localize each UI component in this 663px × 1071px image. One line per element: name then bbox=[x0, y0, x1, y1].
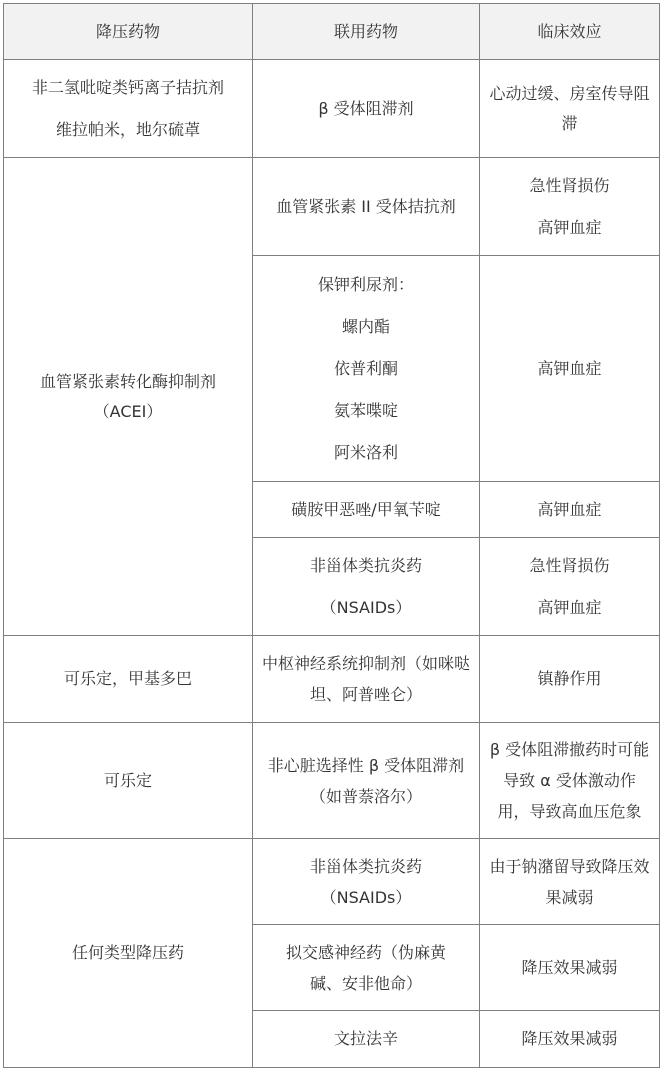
header-combined-drug: 联用药物 bbox=[253, 4, 480, 60]
combined-drug-cell: 非心脏选择性 β 受体阻滞剂（如普萘洛尔） bbox=[253, 723, 480, 839]
combined-drug-cell: β 受体阻滞剂 bbox=[253, 60, 480, 158]
cell-line: （NSAIDs） bbox=[320, 597, 412, 617]
cell-line: 依普利酮 bbox=[333, 358, 398, 378]
clinical-effect-cell: 降压效果减弱 bbox=[480, 925, 660, 1011]
header-antihypertensive: 降压药物 bbox=[4, 4, 253, 60]
combined-drug-cell: 拟交感神经药（伪麻黄碱、安非他命） bbox=[253, 925, 480, 1011]
clinical-effect-cell: 由于钠潴留导致降压效果减弱 bbox=[480, 839, 660, 925]
cell-line: 阿米洛利 bbox=[333, 442, 398, 462]
antihypertensive-cell: 可乐定，甲基多巴 bbox=[4, 636, 253, 723]
antihypertensive-cell: 任何类型降压药 bbox=[4, 839, 253, 1068]
combined-drug-cell bbox=[253, 482, 480, 538]
cell-line: 血管紧张素 II 受体拮抗剂 bbox=[276, 196, 456, 216]
table-row bbox=[4, 636, 660, 723]
interaction-table bbox=[3, 3, 660, 1068]
table-row bbox=[4, 158, 660, 256]
clinical-effect-cell bbox=[480, 538, 660, 636]
cell-line: 高钾血症 bbox=[537, 597, 602, 617]
cell-line: 磺胺甲恶唑/甲氧苄啶 bbox=[291, 499, 441, 519]
cell-line: 保钾利尿剂： bbox=[317, 274, 414, 294]
combined-drug-cell bbox=[253, 158, 480, 256]
cell-line: 高钾血症 bbox=[537, 358, 602, 378]
table-row bbox=[4, 839, 660, 925]
cell-line: 螺内酯 bbox=[341, 316, 390, 336]
table-row bbox=[4, 723, 660, 839]
clinical-effect-cell: β 受体阻滞撤药时可能导致 α 受体激动作用，导致高血压危象 bbox=[480, 723, 660, 839]
combined-drug-cell bbox=[253, 538, 480, 636]
cell-line: 氨苯喋啶 bbox=[333, 400, 398, 420]
cell-line: 非二氢吡啶类钙离子拮抗剂 bbox=[31, 77, 224, 97]
cell-line: 急性肾损伤 bbox=[529, 175, 610, 195]
combined-drug-cell: 中枢神经系统抑制剂（如咪哒坦、阿普唑仑） bbox=[253, 636, 480, 723]
table-row bbox=[4, 60, 660, 158]
clinical-effect-cell: 镇静作用 bbox=[480, 636, 660, 723]
clinical-effect-cell bbox=[480, 482, 660, 538]
combined-drug-cell: 非甾体类抗炎药（NSAIDs） bbox=[253, 839, 480, 925]
cell-line: 维拉帕米，地尔硫䓬 bbox=[55, 119, 200, 139]
clinical-effect-cell: 降压效果减弱 bbox=[480, 1011, 660, 1068]
cell-line: 急性肾损伤 bbox=[529, 555, 610, 575]
clinical-effect-cell bbox=[480, 158, 660, 256]
combined-drug-cell: 文拉法辛 bbox=[253, 1011, 480, 1068]
cell-line: 高钾血症 bbox=[537, 499, 602, 519]
header-row bbox=[4, 4, 660, 60]
clinical-effect-cell bbox=[480, 256, 660, 482]
cell-line: 非甾体类抗炎药 bbox=[309, 555, 422, 575]
combined-drug-cell bbox=[253, 256, 480, 482]
clinical-effect-cell: 心动过缓、房室传导阻滞 bbox=[480, 60, 660, 158]
cell-line: 高钾血症 bbox=[537, 217, 602, 237]
antihypertensive-cell: 血管紧张素转化酶抑制剂（ACEI） bbox=[4, 158, 253, 636]
header-clinical-effect: 临床效应 bbox=[480, 4, 660, 60]
antihypertensive-cell bbox=[4, 60, 253, 158]
antihypertensive-cell: 可乐定 bbox=[4, 723, 253, 839]
